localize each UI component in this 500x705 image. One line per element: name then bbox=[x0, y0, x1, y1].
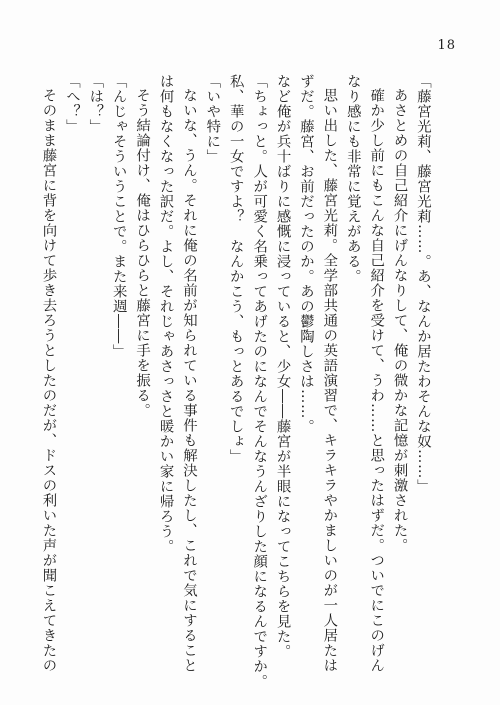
text-line: 「ちょっと。人が可愛く名乗ってあげたのになんでそんなうんざりした顔になるんですか。 bbox=[251, 74, 268, 689]
text-line: ずだ。藤宮、お前だったのか。あの鬱陶しさは……。 bbox=[297, 74, 314, 434]
text-line: 確か少し前にもこんな自己紹介を受けて、うわ……と思ったはずだ。ついでにこのげん bbox=[368, 88, 385, 674]
text-line: 「んじゃそういうことで。また来週――」 bbox=[110, 74, 127, 359]
text-line: など俺が兵十ばりに感慨に浸っていると、少女――藤宮が半眼になってこちらを見た。 bbox=[274, 74, 291, 659]
page-number: 18 bbox=[437, 38, 456, 53]
text-line: 「藤宮光莉、藤宮光莉……。あ、なんか居たわそんな奴……」 bbox=[415, 74, 431, 494]
text-line: 「は？」 bbox=[87, 74, 104, 134]
text-line: は何もなくなった訳だ。よし、それじゃあさっさと暖かい家に帰ろう。 bbox=[157, 74, 174, 554]
text-line: 思い出した、藤宮光莉。全学部共通の英語演習で、キラキラやかましいのが一人居たは bbox=[321, 88, 338, 674]
text-line: あさとめの自己紹介にげんなりして、俺の微かな記憶が刺激された。 bbox=[391, 88, 408, 554]
text-line: 私、華の一女ですよ？ なんかこう、もっとあるでしょ」 bbox=[227, 74, 244, 464]
text-line: なり感にも非常に覚えがある。 bbox=[344, 74, 361, 284]
text-line: 「いや特に」 bbox=[204, 74, 221, 164]
vertical-text-body bbox=[36, 74, 434, 689]
text-line: そう結論付け、俺はひらひらと藤宮に手を振る。 bbox=[134, 88, 151, 419]
text-line: そのまま藤宮に背を向けて歩き去ろうとしたのだが、ドスの利いた声が聞こえてきたの bbox=[40, 88, 57, 674]
text-line: 「へ？」 bbox=[63, 74, 80, 134]
text-line: ないな、うん。それに俺の名前が知られている事件も解決したし、これで気にすること bbox=[180, 88, 197, 674]
